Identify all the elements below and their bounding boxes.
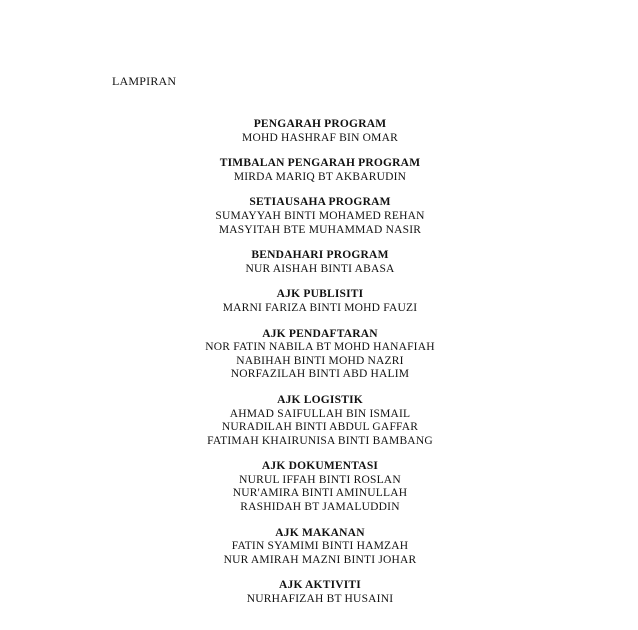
- committee-section: [200, 579, 440, 606]
- member-name: SUMAYYAH BINTI MOHAMED REHAN: [215, 209, 425, 222]
- page-heading: LAMPIRAN: [112, 74, 177, 88]
- committee-section: [200, 118, 440, 145]
- committee-section: [200, 328, 440, 382]
- member-name: NUR'AMIRA BINTI AMINULLAH: [232, 487, 408, 500]
- committee-section: [200, 157, 440, 184]
- member-name: NURUL IFFAH BINTI ROSLAN: [239, 473, 401, 486]
- member-name: NABIHAH BINTI MOHD NAZRI: [236, 354, 404, 367]
- member-name: MARNI FARIZA BINTI MOHD FAUZI: [222, 301, 418, 314]
- member-name: NUR AISHAH BINTI ABASA: [245, 262, 395, 275]
- member-name: MASYITAH BTE MUHAMMAD NASIR: [218, 223, 422, 236]
- member-name: FATIN SYAMIMI BINTI HAMZAH: [231, 540, 409, 553]
- section-role-title: BENDAHARI PROGRAM: [251, 249, 389, 262]
- section-role-title: SETIAUSAHA PROGRAM: [249, 196, 391, 209]
- section-role-title: AJK AKTIVITI: [279, 579, 361, 592]
- section-role-title: TIMBALAN PENGARAH PROGRAM: [219, 157, 421, 170]
- member-name: NOR FATIN NABILA BT MOHD HANAFIAH: [205, 341, 435, 354]
- committee-column: [200, 118, 440, 607]
- member-name: NURADILAH BINTI ABDUL GAFFAR: [221, 421, 419, 434]
- member-name: NUR AMIRAH MAZNI BINTI JOHAR: [223, 553, 417, 566]
- committee-section: [200, 527, 440, 568]
- section-role-title: AJK LOGISTIK: [277, 393, 363, 406]
- committee-section: [200, 460, 440, 514]
- member-name: MIRDA MARIQ BT AKBARUDIN: [233, 170, 407, 183]
- member-name: NORFAZILAH BINTI ABD HALIM: [230, 368, 410, 381]
- committee-section: [200, 196, 440, 237]
- committee-section: [200, 249, 440, 276]
- member-name: NURHAFIZAH BT HUSAINI: [246, 593, 394, 606]
- section-role-title: AJK DOKUMENTASI: [261, 460, 379, 473]
- member-name: FATIMAH KHAIRUNISA BINTI BAMBANG: [207, 434, 433, 447]
- member-name: MOHD HASHRAF BIN OMAR: [242, 131, 398, 144]
- section-role-title: AJK MAKANAN: [275, 526, 365, 539]
- member-name: RASHIDAH BT JAMALUDDIN: [240, 501, 400, 514]
- section-role-title: AJK PUBLISITI: [276, 288, 364, 301]
- committee-section: [200, 288, 440, 315]
- section-role-title: PENGARAH PROGRAM: [253, 118, 387, 130]
- member-name: AHMAD SAIFULLAH BIN ISMAIL: [229, 407, 411, 420]
- committee-list: [0, 118, 638, 619]
- section-role-title: AJK PENDAFTARAN: [262, 327, 378, 340]
- committee-section: [200, 394, 440, 448]
